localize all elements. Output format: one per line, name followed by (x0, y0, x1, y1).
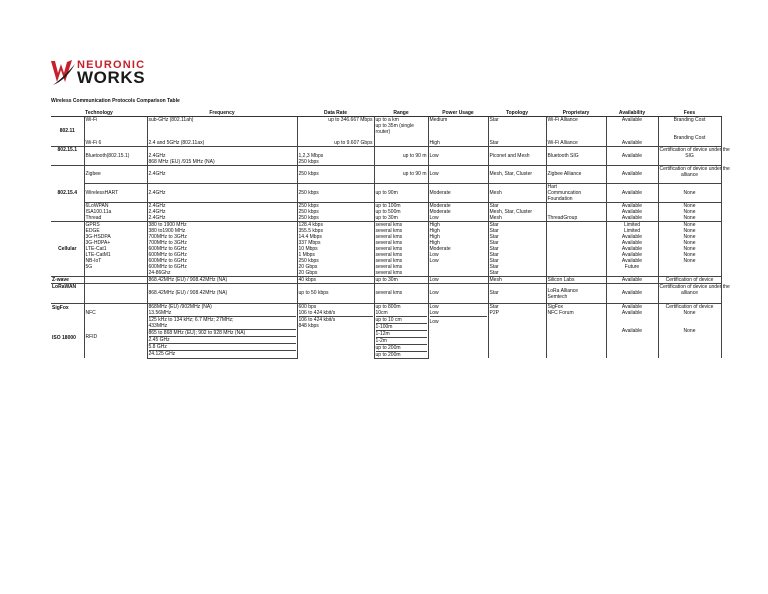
group-label: ISO 18000 (52, 334, 76, 341)
table-row: SigFox ISO 18000 NFC RFID 868MHz (EU) /902MHz (NA) 13.56MHz 125 kHz to 134 kHz; 6.7 MHz; 27MHz; 433MHz 865 to 868 MHz (EU); 902 to 928 MHz (NA) 2.45 GHz 5.8 GHz 24.125 GHz 600 bps 106 to 424 kbit/s 106 to 424 kbit/s 848 kbps up to 800m 10cm up to 10 cm 1-100m 1-12m 1-2m up to 200m up to 200m Low Low Low Star P2P SigFox NFC Forum Available Available Available Certification of device None None (51, 303, 721, 358)
header-range: Range (374, 110, 428, 117)
group-label: LoRaWAN (51, 283, 84, 303)
header-frequency: Frequency (147, 110, 297, 117)
table-row: 802.15.1 Bluetooth(802.15.1) 2.4GHz 868 MHz (EU) /915 MHz (NA) 1,2,3 Mbps 250 kbps up to 90 m Low Piconet and Mesh Bluetooth SIG Available Certification of device under the SIG (51, 146, 721, 165)
brand-logo (50, 58, 162, 88)
header-topology: Topology (488, 110, 546, 117)
table-row: Z-wave 868.42MHz (EU) / 908.42MHz (NA) 40 kbps up to 30m Low Mesh Silicon Labs Available Certification of device (51, 276, 721, 283)
header-availability: Availability (606, 110, 658, 117)
group-label: 802.15.4 (51, 165, 84, 221)
brand-name-bottom: WORKS (77, 68, 146, 87)
group-label: Cellular (51, 221, 84, 276)
header-proprietary: Proprietary (546, 110, 606, 117)
table-row: LoRaWAN 868.42MHz (EU) / 908.42MHz (NA) up to 50 kbps several kms Low Star LoRa Alliance Semtech Available Certification of device under the alliance (51, 283, 721, 303)
table-row: WirelessHART 2.4GHz 250 kbps up to 90m Moderate Mesh Hart Communcation Foundation Available None (51, 183, 721, 202)
group-label: SigFox (52, 304, 69, 311)
header-power: Power Usage (428, 110, 488, 117)
group-label: 802.15.1 (51, 146, 84, 165)
header-fees: Fees (658, 110, 721, 117)
group-label: Z-wave (51, 276, 84, 283)
document-title: Wireless Communication Protocols Comparison Table (51, 98, 180, 104)
protocols-table (51, 110, 730, 359)
table-row: 6LoWPAN ISA100.11a Thread 2.4GHz 2.4GHz 2.4GHz 250 kbps 250 kbps 250 kbps up to 100m up to 500m up to 30m Moderate Moderate Low Star Mesh, Star, Cluster Mesh ThreadGroup Available Available Available None None None (51, 202, 721, 221)
header-technology: Technology (51, 110, 147, 117)
group-label: 802.11 (59, 128, 75, 135)
table-row: Cellular GPRS EDGE 3G-HSDPA 3G-HDPA+ LTE-Cat1 LTE-CatM1 NB-IoT 5G 380 to 1900 MHz 380 to1900 MHz 700MHz to 3GHz 700MHz to 3GHz 600MHz to 6GHz 600MHz to 6GHz 600MHz to 6GHz 600MHz to 6GHz 24-86Ghz 128.4 kbps 355.5 kbps 14.4 Mbps 337 Mbps 10 Mbps 1 Mbps 250 kbps 20 Gbps 20 Gbps several kms several kms several kms several kms several kms several kms several kms several kms several kms High High High High Moderate Low Low Star Star Star Star Star Star Star Star Star Limited Limited Available Available Available Available Available Future None None None None None None None (51, 221, 721, 276)
table-row: 802.15.4 Zigbee 2.4GHz 250 kbps up to 90 m Low Mesh, Star, Cluster Zigbee Alliance Available Certification of device under the alliance (51, 165, 721, 183)
header-data-rate: Data Rate (297, 110, 374, 117)
table-row: 802.11 Wi-Fi sub-GHz (802.11ah) up to 346.667 Mbps up to a km up to 35m (single router) Medium Star Wi-Fi Alliance Available Branding Cost (51, 117, 721, 136)
brand-name-top: NEURONIC (77, 59, 146, 71)
table-row: Wi-Fi 6 2.4 and 5GHz (802.11ax) up to 9.607 Gbps High Star Wi-Fi Alliance Available Branding Cost (51, 135, 721, 146)
neuronic-works-logo-icon (50, 58, 76, 88)
